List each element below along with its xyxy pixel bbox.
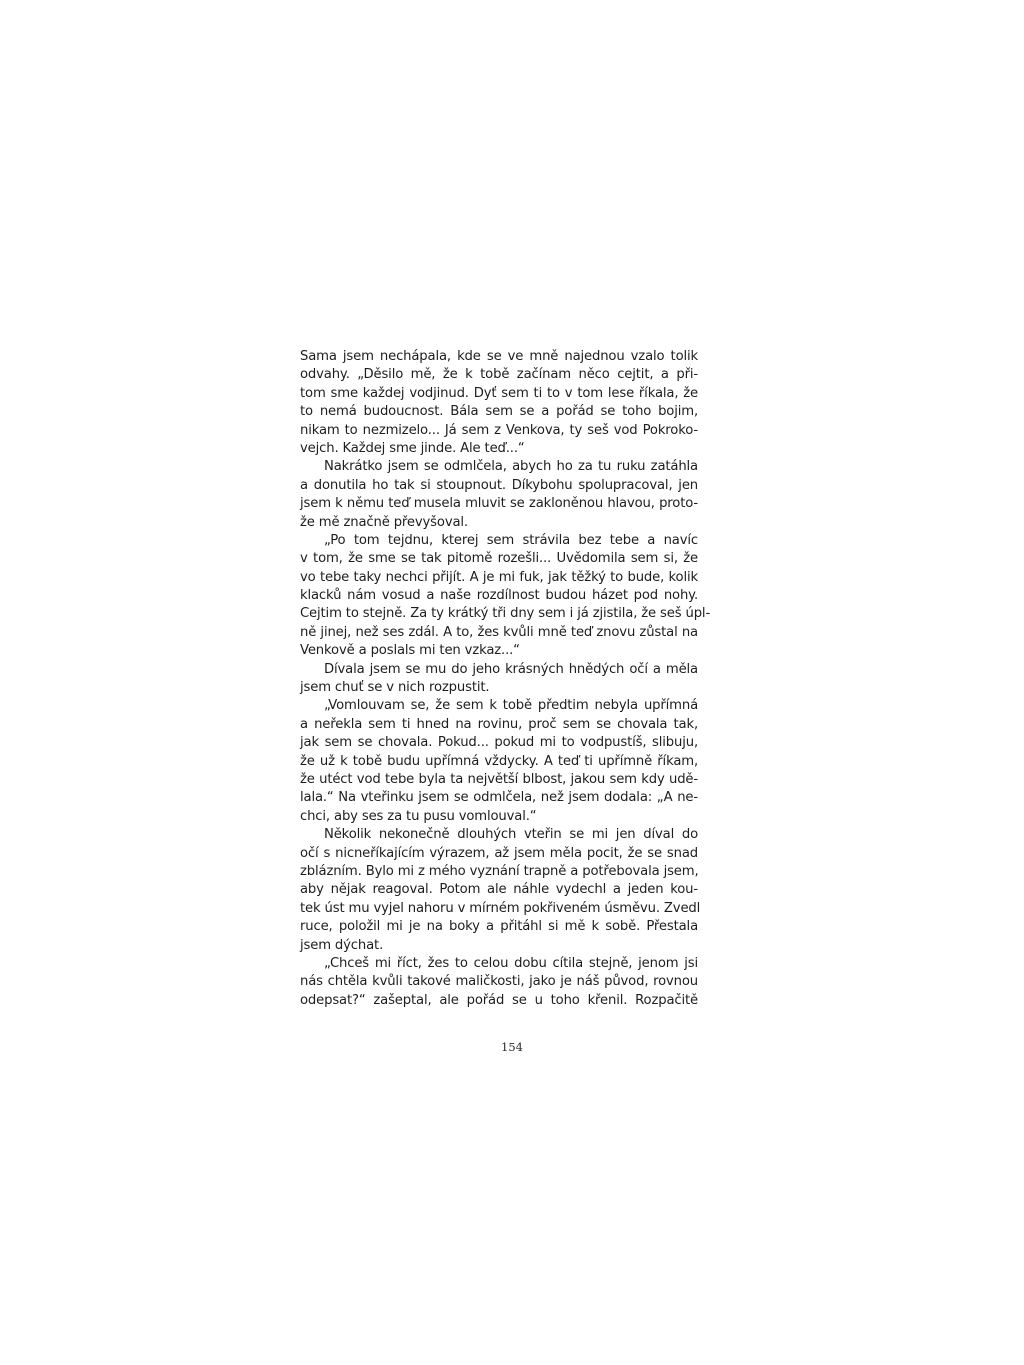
text-line: a donutila ho tak si stoupnout. Díkybohu spolupracoval, jen xyxy=(300,477,698,493)
text-line: odepsat?“ zašeptal, ale pořád se u toho křenil. Rozpačitě xyxy=(300,992,698,1008)
text-line: v tom, že sme se tak pitomě rozešli... Uvědomila sem si, že xyxy=(300,551,698,567)
text-line: a neřekla sem ti hned na rovinu, proč sem se chovala tak, xyxy=(300,716,698,732)
text-line: „Vomlouvam se, že sem k tobě předtim nebyla upřímná xyxy=(324,698,698,714)
text-line: Nakrátko jsem se odmlčela, abych ho za tu ruku zatáhla xyxy=(324,459,698,475)
text-line: tek úst mu vyjel nahoru v mírném pokřiveném úsměvu. Zvedl xyxy=(300,900,701,916)
text-line: ně jinej, než ses zdál. A to, žes kvůli mně teď znovu zůstal na xyxy=(300,624,698,640)
text-line: očí s nicneříkajícím výrazem, až jsem měla pocit, že se snad xyxy=(300,845,698,861)
text-line: vo tebe taky nechci přijít. A je mi fuk, jak těžký to bude, kolik xyxy=(300,569,698,585)
text-line: to nemá budoucnost. Bála sem se a pořád se toho bojim, xyxy=(300,404,698,420)
text-line: klacků nám vosud a naše rozdílnost budou házet pod nohy. xyxy=(300,588,698,604)
text-line: ruce, položil mi je na boky a přitáhl si mě k sobě. Přestala xyxy=(300,919,698,935)
text-line: Dívala jsem se mu do jeho krásných hnědých očí a měla xyxy=(324,661,698,677)
body-text xyxy=(300,348,711,1010)
text-line: jsem chuť se v nich rozpustit. xyxy=(300,680,490,696)
text-line: nikam to nezmizelo... Já sem z Venkova, ty seš vod Pokroko- xyxy=(300,422,698,438)
text-line: aby nějak reagoval. Potom ale náhle vydechl a jeden kou- xyxy=(300,882,698,898)
text-line: zblázním. Bylo mi z mého vyznání trapně a potřebovala jsem, xyxy=(300,863,699,879)
text-line: vejch. Každej sme jinde. Ale teď...“ xyxy=(300,440,525,456)
text-line: „Po tom tejdnu, kterej sem strávila bez tebe a navíc xyxy=(324,532,698,548)
text-line: jsem dýchat. xyxy=(300,937,384,953)
text-line: jsem k němu teď musela mluvit se zakloněnou hlavou, proto- xyxy=(300,496,698,512)
text-line: chci, aby ses za tu pusu vomlouval.“ xyxy=(300,808,537,824)
page-number: 154 xyxy=(501,1040,523,1054)
text-line: odvahy. „Děsilo mě, že k tobě začínam něco cejtit, a při- xyxy=(300,367,698,383)
text-line: Cejtim to stejně. Za ty krátký tři dny sem i já zjistila, že seš úpl- xyxy=(300,606,711,622)
text-line: že už k tobě budu upřímná vždycky. A teď ti upřímně říkam, xyxy=(300,753,698,769)
text-line: Venkově a poslals mi ten vzkaz...“ xyxy=(300,643,520,659)
text-line: „Chceš mi říct, žes to celou dobu cítila stejně, jenom jsi xyxy=(324,955,698,971)
text-line: tom sme každej vodjinud. Dyť sem ti to v tom lese říkala, že xyxy=(300,385,698,401)
text-line: jak sem se chovala. Pokud... pokud mi to vodpustíš, slibuju, xyxy=(300,735,698,751)
text-line: Sama jsem nechápala, kde se ve mně najednou vzalo tolik xyxy=(300,349,698,364)
text-line: že mě značně převyšoval. xyxy=(300,514,468,530)
text-line: Několik nekonečně dlouhých vteřin se mi jen díval do xyxy=(324,827,698,843)
text-line: lala.“ Na vteřinku jsem se odmlčela, než jsem dodala: „A ne- xyxy=(300,790,698,806)
text-line: že utéct vod tebe byla ta největší blbost, jakou sem kdy udě- xyxy=(300,771,698,787)
text-line: nás chtěla kvůli takové maličkosti, jako je náš původ, rovnou xyxy=(300,974,698,990)
